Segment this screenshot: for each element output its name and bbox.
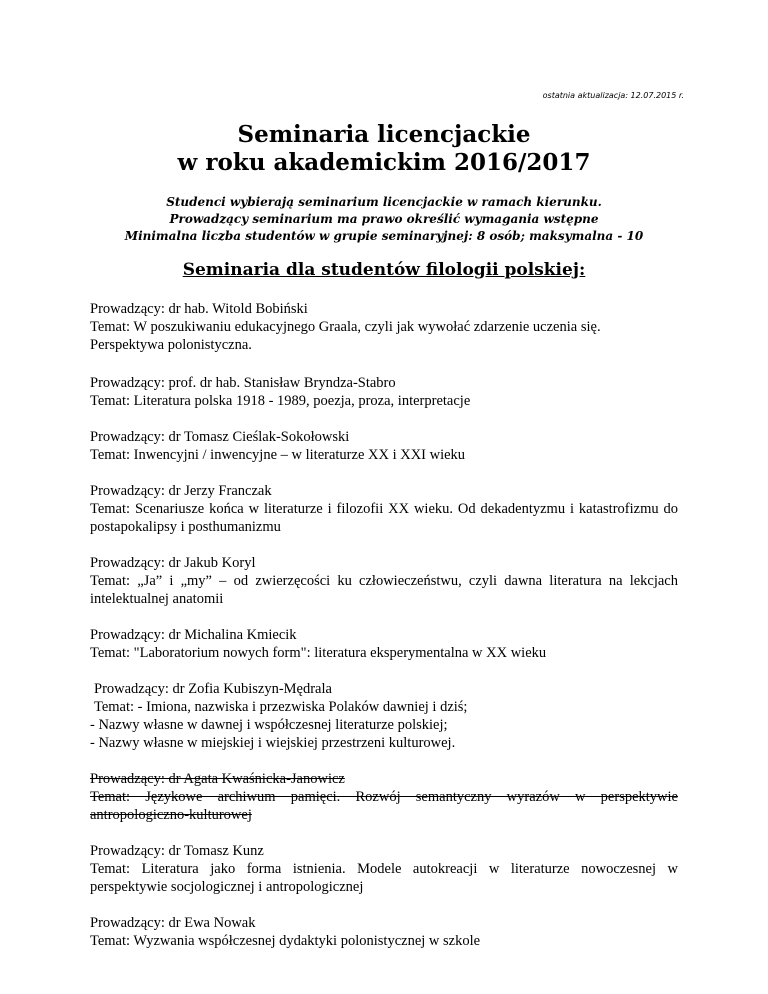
lecturer-line: Prowadzący: dr Ewa Nowak bbox=[90, 915, 256, 931]
seminar-entry bbox=[90, 554, 678, 608]
topic-line: Temat: Wyzwania współczesnej dydaktyki polonistycznej w szkole bbox=[90, 933, 481, 949]
topic-line: Temat: - Imiona, nazwiska i przezwiska Polaków dawniej i dziś; bbox=[94, 699, 468, 715]
topic-line: - Nazwy własne w miejskiej i wiejskiej przestrzeni kulturowej. bbox=[90, 735, 456, 751]
page-title-line-1: Seminaria licencjackie bbox=[237, 121, 531, 148]
seminar-entry bbox=[90, 482, 678, 536]
info-line: Studenci wybierają seminarium licencjackie w ramach kierunku. bbox=[166, 195, 602, 209]
seminar-entry bbox=[90, 680, 678, 752]
seminar-entry bbox=[90, 300, 678, 354]
section-heading: Seminaria dla studentów filologii polskiej: bbox=[182, 260, 586, 280]
lecturer-line: Prowadzący: dr Jakub Koryl bbox=[90, 555, 256, 571]
seminar-entry bbox=[90, 914, 678, 950]
info-block bbox=[0, 194, 768, 245]
seminar-entry bbox=[90, 626, 678, 662]
topic-line: Temat: Literatura jako forma istnienia. Modele autokreacji w literaturze nowoczesnej w perspektywie socjologicznej i antropologicznej bbox=[90, 861, 678, 895]
topic-line: - Nazwy własne w dawnej i współczesnej literaturze polskiej; bbox=[90, 717, 448, 733]
topic-line: Temat: Inwencyjni / inwencyjne – w literaturze XX i XXI wieku bbox=[90, 447, 466, 463]
seminar-entry bbox=[90, 374, 678, 410]
info-line: Minimalna liczba studentów w grupie seminaryjnej: 8 osób; maksymalna - 10 bbox=[124, 229, 644, 243]
lecturer-line: Prowadzący: dr Jerzy Franczak bbox=[90, 483, 272, 499]
topic-line: Temat: "Laboratorium nowych form": literatura eksperymentalna w XX wieku bbox=[90, 645, 547, 661]
topic-line: Temat: Scenariusze końca w literaturze i filozofii XX wieku. Od dekadentyzmu i katastrofizmu do postapokalipsy i posthumanizmu bbox=[90, 501, 678, 535]
lecturer-line: Prowadzący: dr Agata Kwaśnicka-Janowicz bbox=[90, 771, 345, 787]
topic-line: Temat: „Ja” i „my” – od zwierzęcości ku człowieczeństwu, czyli dawna literatura na lekcjach intelektualnej anatomii bbox=[90, 573, 678, 607]
lecturer-line: Prowadzący: dr Michalina Kmiecik bbox=[90, 627, 297, 643]
topic-line: Temat: W poszukiwaniu edukacyjnego Graala, czyli jak wywołać zdarzenie uczenia się. Perspektywa polonistyczna. bbox=[90, 319, 601, 353]
topic-line: Temat: Językowe archiwum pamięci. Rozwój semantyczny wyrazów w perspektywie antropologiczno-kulturowej bbox=[90, 789, 678, 823]
lecturer-line: Prowadzący: prof. dr hab. Stanisław Bryndza-Stabro bbox=[90, 375, 396, 391]
lecturer-line: Prowadzący: dr hab. Witold Bobiński bbox=[90, 301, 308, 317]
lecturer-line: Prowadzący: dr Zofia Kubiszyn-Mędrala bbox=[94, 681, 332, 697]
last-update-note: ostatnia aktualizacja: 12.07.2015 r. bbox=[542, 91, 684, 100]
topic-line: Temat: Literatura polska 1918 - 1989, poezja, proza, interpretacje bbox=[90, 393, 471, 409]
seminar-entry-cancelled bbox=[90, 770, 678, 824]
page-title-line-2: w roku akademickim 2016/2017 bbox=[177, 149, 591, 176]
lecturer-line: Prowadzący: dr Tomasz Cieślak-Sokołowski bbox=[90, 429, 350, 445]
info-line: Prowadzący seminarium ma prawo określić wymagania wstępne bbox=[169, 212, 599, 226]
lecturer-line: Prowadzący: dr Tomasz Kunz bbox=[90, 843, 264, 859]
seminar-entry bbox=[90, 428, 678, 464]
seminar-entry bbox=[90, 842, 678, 896]
